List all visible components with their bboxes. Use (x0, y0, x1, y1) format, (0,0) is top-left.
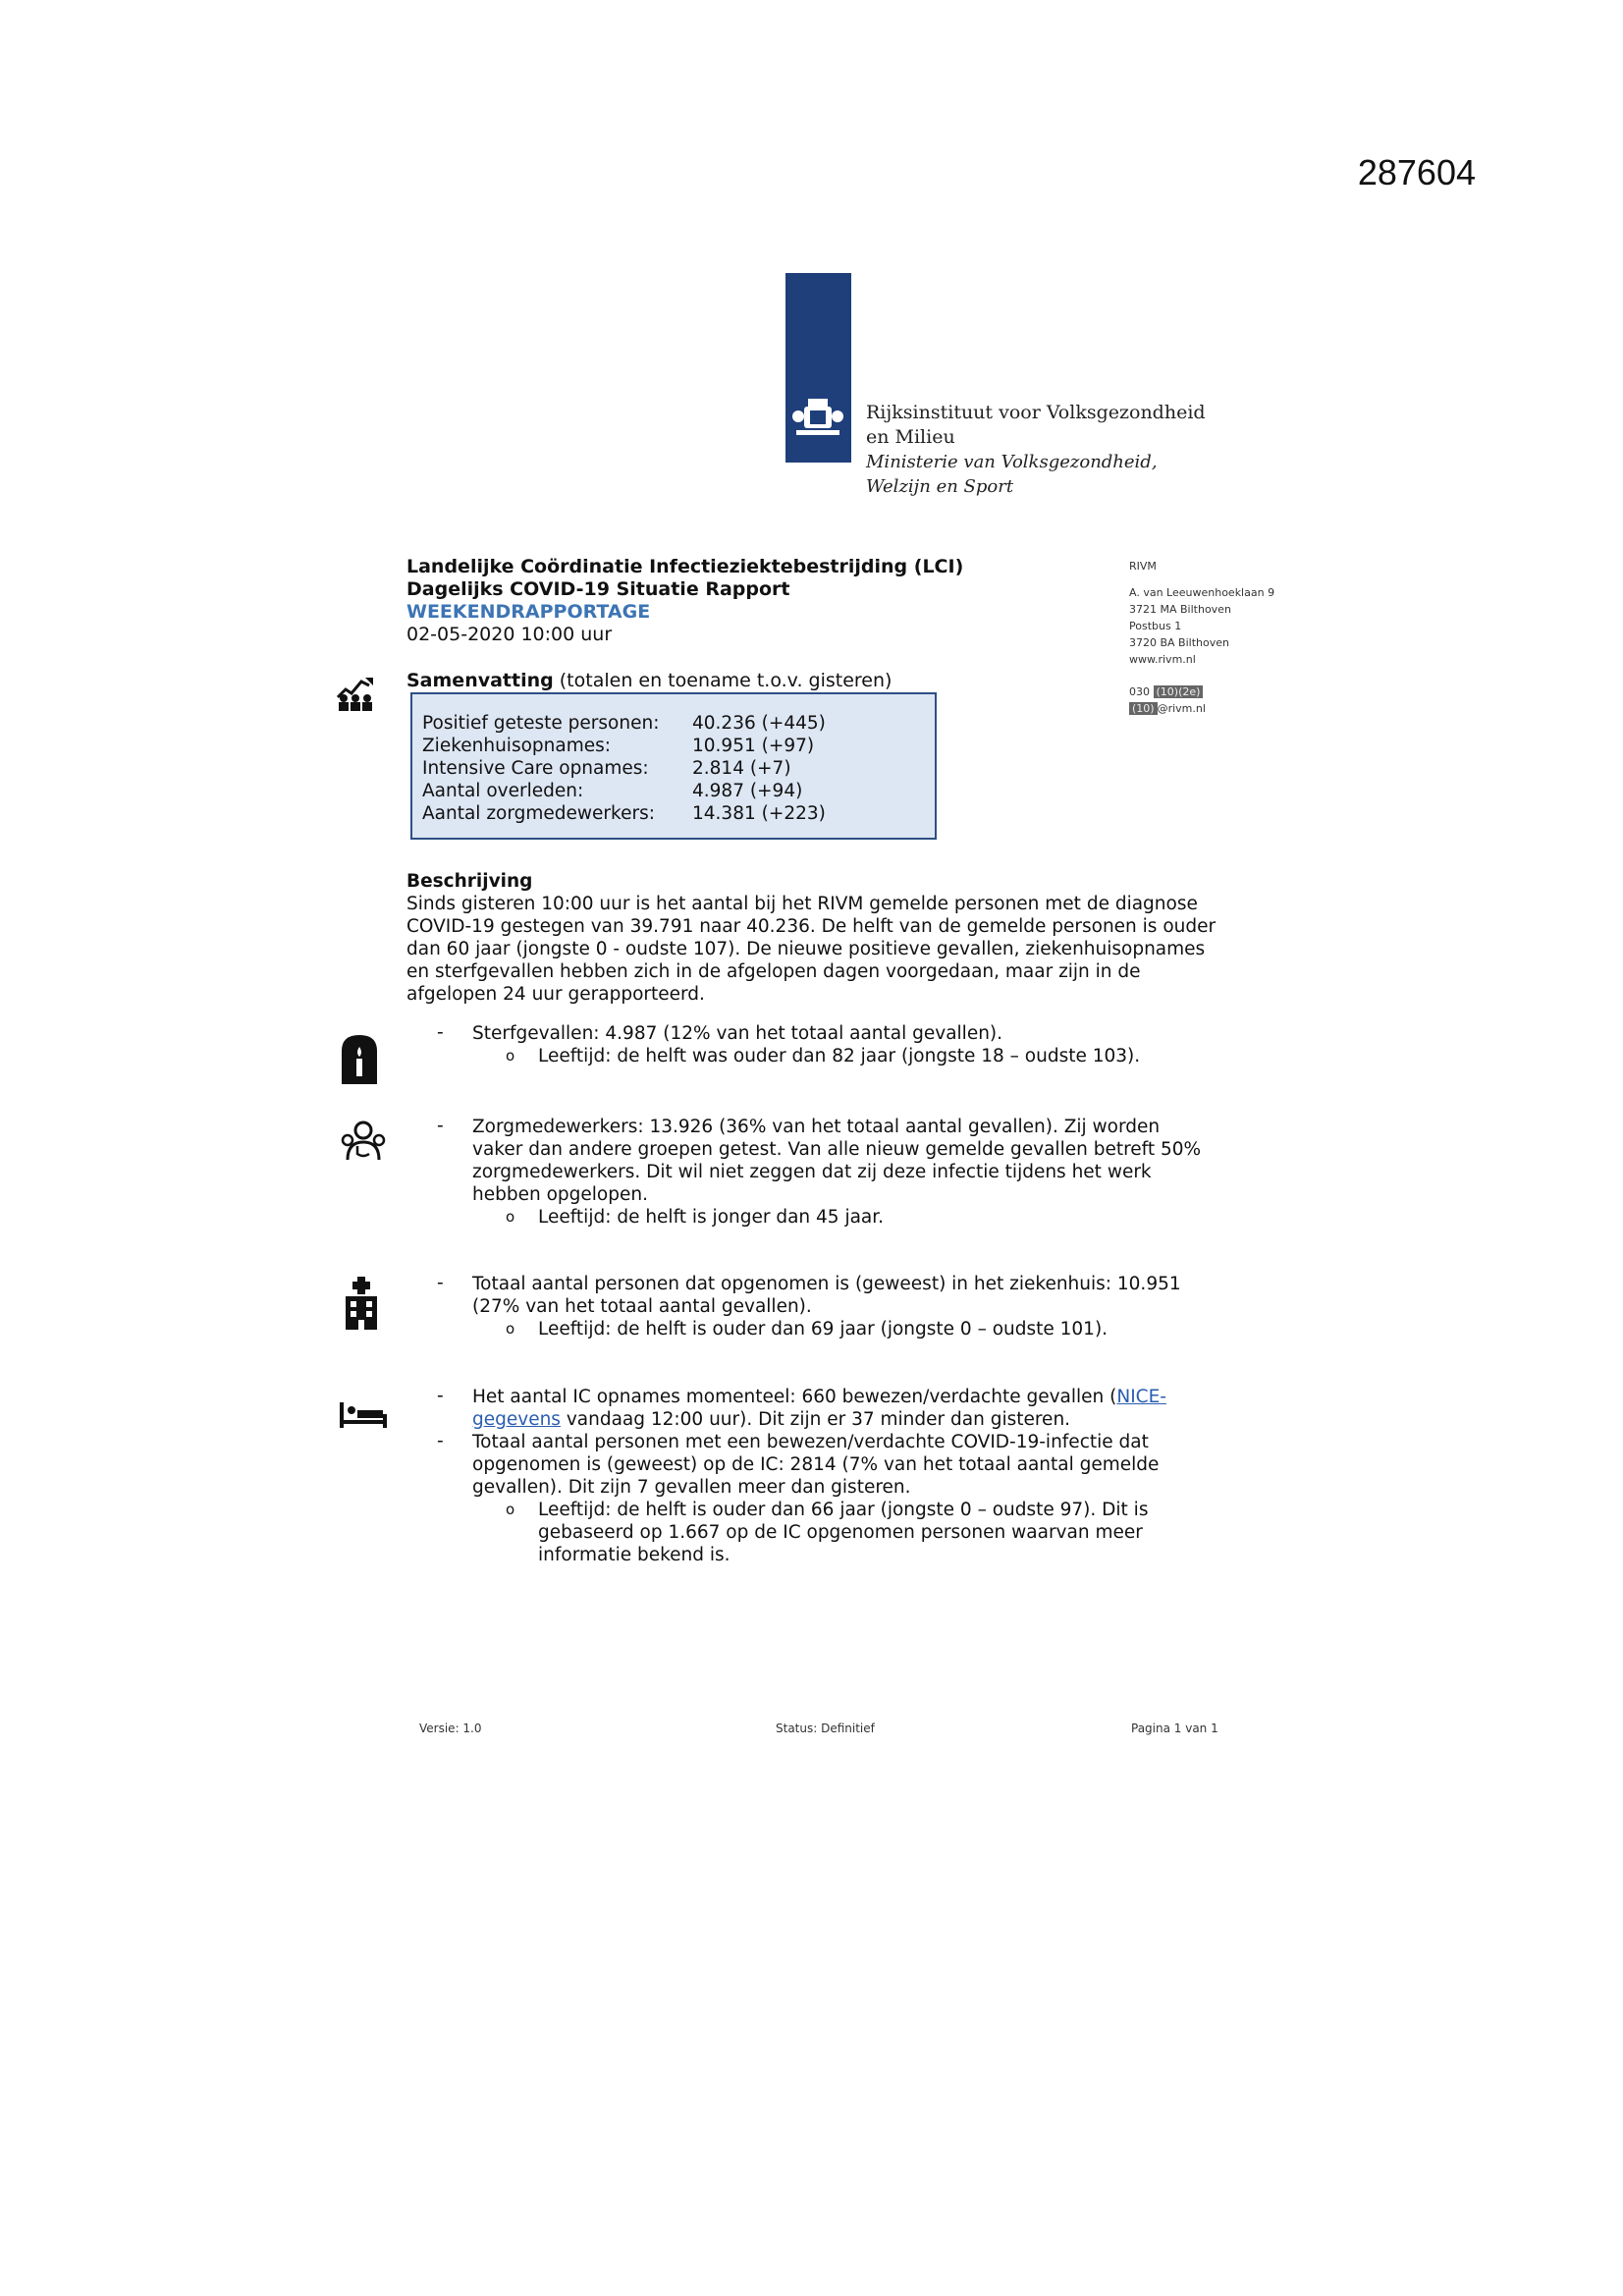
bullet-dash: - (437, 1386, 444, 1406)
header-title-report: Dagelijks COVID-19 Situatie Rapport (406, 578, 790, 600)
description-line: Sinds gisteren 10:00 uur is het aantal bij het RIVM gemelde personen met de diagnose (406, 894, 1198, 914)
bullet-dash: - (437, 1431, 444, 1451)
logo-line-ministry: Ministerie van Volksgezondheid, (866, 452, 1158, 472)
healthcare-worker-icon (340, 1121, 387, 1160)
header-datetime: 02-05-2020 10:00 uur (406, 624, 613, 645)
logo-text (866, 401, 1206, 499)
report-header (406, 556, 963, 646)
logo-line-welzijn: Welzijn en Sport (866, 476, 1014, 497)
description-line: afgelopen 24 uur gerapporteerd. (406, 984, 705, 1005)
footer-page: Pagina 1 van 1 (1131, 1722, 1218, 1735)
deaths-bullet: Sterfgevallen: 4.987 (12% van het totaal aantal gevallen). (472, 1023, 1003, 1044)
address-email: (10) @rivm.nl (1129, 700, 1274, 717)
header-title-lci: Landelijke Coördinatie Infectieziektebestrijding (LCI) (406, 556, 964, 577)
address-postbus: Postbus 1 (1129, 620, 1182, 632)
ic-total-bullet: Totaal aantal personen met een bewezen/verdachte COVID-19-infectie dat opgenomen is (geweest) op de IC: 2814 (7% van het totaal aantal gemelde gevallen). Dit zijn 7 gevallen meer dan gisteren. (472, 1432, 1160, 1498)
hospital-icon (344, 1277, 379, 1330)
summary-title: Samenvatting (totalen en toename t.o.v. gisteren) (406, 670, 893, 691)
footer-status: Status: Definitief (776, 1722, 875, 1735)
bullet-circle: o (506, 1501, 515, 1518)
hospital-bed-icon (340, 1402, 387, 1428)
address-website: www.rivm.nl (1129, 653, 1196, 666)
description-heading: Beschrijving (406, 871, 533, 892)
bullet-circle: o (506, 1208, 515, 1226)
footer-version: Versie: 1.0 (419, 1722, 482, 1735)
address-street: A. van Leeuwenhoeklaan 9 (1129, 586, 1275, 599)
workers-age: Leeftijd: de helft is jonger dan 45 jaar. (538, 1207, 885, 1228)
logo-line-institute: Rijksinstituut voor Volksgezondheid (866, 402, 1206, 423)
redaction: (10)(2e) (1154, 685, 1204, 698)
address-org: RIVM (1129, 560, 1157, 573)
summary-box: Positief geteste personen: 40.236 (+445) Ziekenhuisopnames: 10.951 (+97) Intensive Care opnames: 2.814 (+7) Aantal overleden: 4.987 (+94) Aantal zorgmedewerkers: 14.381 (+223) (410, 692, 937, 840)
description (406, 870, 1216, 1006)
document-id: 287604 (1357, 152, 1476, 192)
address-city: 3721 MA Bilthoven (1129, 603, 1231, 616)
logo-line-milieu: en Milieu (866, 426, 955, 448)
workers-bullet: Zorgmedewerkers: 13.926 (36% van het totaal aantal gevallen). Zij worden vaker dan andere groepen getest. Van alle nieuw gemelde gevallen betreft 50% zorgmedewerkers. Dit wil niet zeggen dat zij deze infectie tijdens het werk hebben opgelopen. (472, 1117, 1202, 1205)
bullet-circle: o (506, 1047, 515, 1065)
bullet-dash: - (437, 1273, 444, 1293)
address-postbus-city: 3720 BA Bilthoven (1129, 636, 1229, 649)
tombstone-candle-icon (340, 1033, 379, 1084)
deaths-age: Leeftijd: de helft was ouder dan 82 jaar (jongste 18 – oudste 103). (538, 1046, 1141, 1066)
redaction: (10) (1129, 702, 1158, 715)
statistics-people-icon (334, 672, 375, 713)
ic-age: Leeftijd: de helft is ouder dan 66 jaar (jongste 0 – oudste 97). Dit is gebaseerd op 1.667 op de IC opgenomen personen waarvan meer informatie bekend is. (538, 1500, 1149, 1565)
bullet-dash: - (437, 1022, 444, 1043)
crest-icon (790, 391, 845, 446)
hospital-bullet: Totaal aantal personen dat opgenomen is (geweest) in het ziekenhuis: 10.951 (27% van het totaal aantal gevallen). (472, 1274, 1181, 1317)
nice-link[interactable]: NICE- (1116, 1387, 1166, 1407)
description-line: en sterfgevallen hebben zich in de afgelopen dagen voorgedaan, maar zijn in de (406, 961, 1141, 982)
nice-link-continued[interactable]: gegevens (472, 1409, 561, 1430)
hospital-age: Leeftijd: de helft is ouder dan 69 jaar (jongste 0 – oudste 101). (538, 1319, 1109, 1339)
bullet-dash: - (437, 1116, 444, 1136)
header-weekend: WEEKENDRAPPORTAGE (406, 601, 651, 623)
address-phone: 030 (10)(2e) (1129, 683, 1274, 700)
description-line: COVID-19 gestegen van 39.791 naar 40.236. De helft van de gemelde personen is ouder (406, 916, 1217, 937)
address-block (1129, 558, 1274, 717)
ic-current-bullet: Het aantal IC opnames momenteel: 660 bewezen/verdachte gevallen (NICE- gegevens vandaag 12:00 uur). Dit zijn er 37 minder dan gisteren. (472, 1387, 1166, 1430)
description-line: dan 60 jaar (jongste 0 - oudste 107). De nieuwe positieve gevallen, ziekenhuisopnames (406, 939, 1206, 959)
bullet-circle: o (506, 1320, 515, 1338)
